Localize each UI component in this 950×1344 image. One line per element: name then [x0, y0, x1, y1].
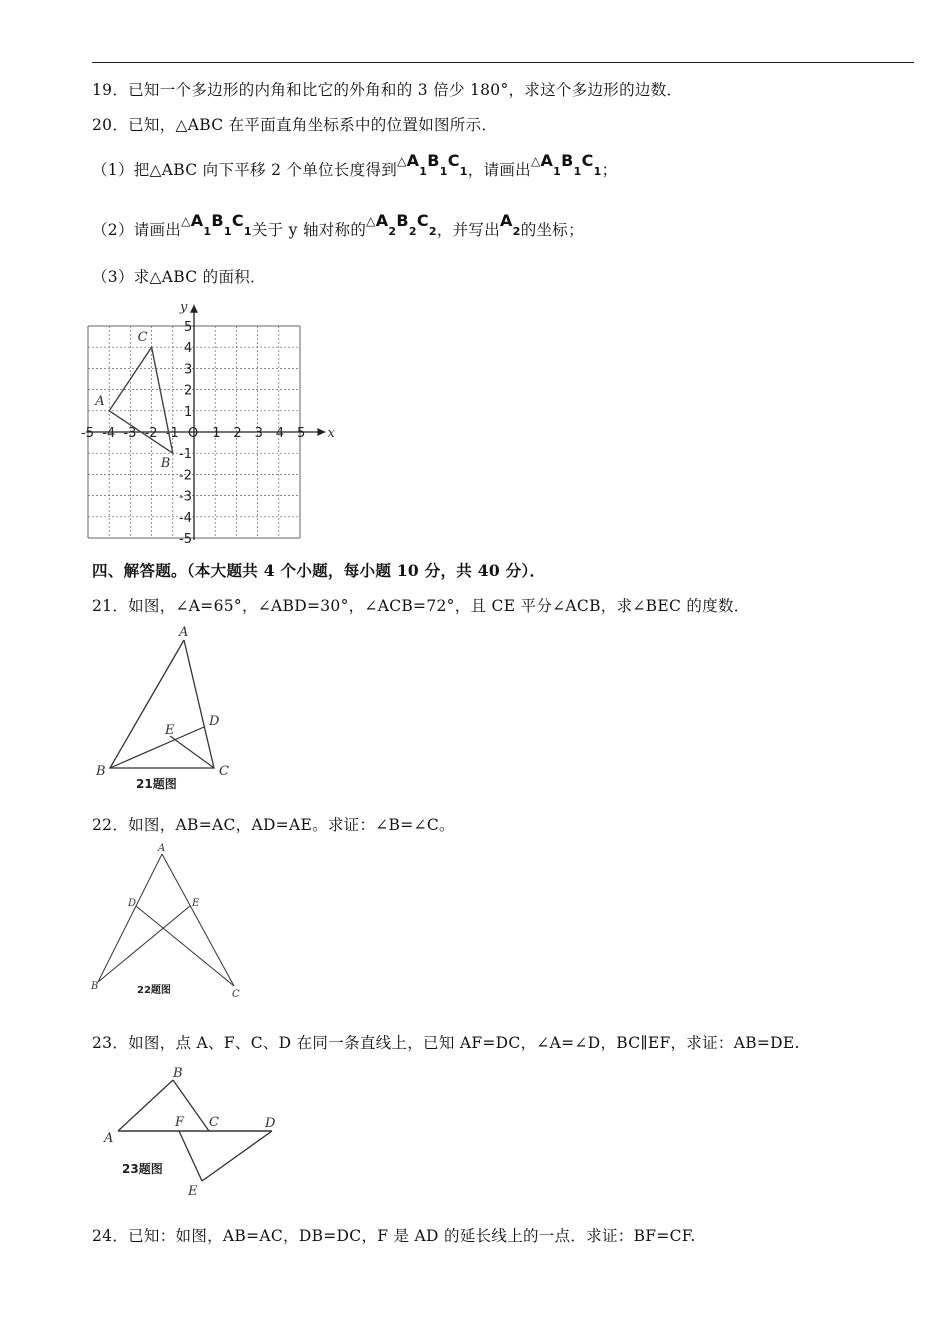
q20-1-text-b: ，请画出: [467, 161, 531, 179]
x-tick-label: -5: [81, 426, 94, 441]
point-d-label: D: [209, 714, 220, 729]
symbol-a1b1c1: $A_1B_1C_1$: [406, 151, 468, 178]
q20-2-text-c: ，并写出: [436, 221, 501, 239]
segment-bd: [110, 727, 204, 768]
point-c-label: C: [209, 1115, 219, 1130]
question-20-part-1: [92, 151, 618, 180]
x-axis-arrow: [317, 428, 325, 436]
question-22: 22．如图，AB=AC，AD=AE。求证：∠B=∠C。: [92, 816, 455, 834]
segment-eb: [98, 906, 190, 982]
section-4-heading: 四、解答题。（本大题共 4 个小题，每小题 10 分，共 40 分）．: [92, 561, 546, 580]
y-tick-label: -4: [179, 510, 192, 526]
figure-23: [100, 1060, 290, 1205]
segment-dc: [136, 906, 234, 986]
x-tick-label: 1: [212, 426, 221, 441]
y-tick-label: -2: [179, 468, 192, 484]
x-axis-label: x: [327, 426, 335, 441]
y-tick-label: 5: [184, 320, 193, 335]
point-b-label: B: [96, 764, 106, 779]
triangle-symbol: △: [530, 154, 541, 168]
figure-23-caption: 23题图: [122, 1162, 163, 1176]
figure-22: [88, 840, 258, 1000]
y-axis-arrow: [190, 305, 198, 313]
figure-22-caption: 22题图: [137, 985, 171, 996]
q20-1-text-c: ；: [601, 161, 618, 179]
x-tick-label: -4: [102, 426, 116, 441]
point-b-label: B: [160, 456, 171, 472]
segment-ef: [179, 1131, 202, 1181]
x-tick-label: 5: [297, 426, 306, 441]
q20-2-text-a: （2）请画出: [92, 221, 182, 239]
segment-ab: [98, 854, 162, 982]
q20-2-text-b: 关于 y 轴对称的: [251, 221, 367, 239]
figure-21-caption: 21题图: [136, 777, 177, 791]
symbol-a2b2c2: $A_2B_2C_2$: [375, 211, 437, 238]
y-tick-label: 2: [184, 383, 193, 399]
question-20-part-3: （3）求△ABC 的面积．: [92, 268, 266, 286]
point-a-label: A: [104, 1131, 114, 1146]
coordinate-grid-figure: [81, 296, 336, 547]
symbol-a2: $A_2$: [500, 211, 521, 238]
origin-label: O: [188, 426, 199, 441]
y-tick-label: -1: [179, 447, 192, 463]
question-24: 24．已知：如图，AB=AC，DB=DC，F 是 AD 的延长线上的一点．求证：BF=CF.: [92, 1227, 696, 1245]
symbol-a1b1c1: $A_1B_1C_1$: [190, 211, 252, 238]
triangle-symbol: △: [181, 214, 191, 228]
y-axis-label: y: [180, 299, 188, 315]
q20-1-text-a: （1）把△ABC 向下平移 2 个单位长度得到: [92, 161, 398, 179]
question-23: 23．如图，点 A、F、C、D 在同一条直线上，已知 AF=DC，∠A=∠D，BC∥EF，求证：AB=DE.: [92, 1034, 800, 1052]
point-c-label: C: [232, 989, 240, 1000]
triangle-abc: [110, 640, 214, 768]
coordinate-grid: [81, 296, 336, 547]
question-21: 21．如图，∠A=65°，∠ABD=30°，∠ACB=72°，且 CE 平分∠ACB，求∠BEC 的度数．: [92, 597, 750, 615]
triangle-symbol: △: [366, 214, 376, 228]
point-f-label: F: [175, 1115, 185, 1130]
x-tick-label: 2: [233, 426, 242, 441]
point-b-label: B: [173, 1066, 183, 1081]
triangle-symbol: △: [397, 154, 407, 168]
x-tick-label: -3: [123, 426, 137, 441]
point-d-label: D: [128, 898, 137, 909]
question-20-part-2: [92, 211, 584, 240]
x-tick-label: -2: [144, 426, 158, 441]
point-c-label: C: [137, 330, 148, 346]
header-rule: [92, 62, 914, 63]
point-a-label: A: [95, 393, 105, 409]
y-tick-label: -3: [179, 489, 192, 505]
x-tick-label: 3: [254, 426, 263, 441]
x-tick-label: -1: [165, 426, 179, 441]
point-e-label: E: [192, 898, 200, 909]
y-tick-label: 1: [184, 404, 193, 420]
point-d-label: D: [265, 1116, 276, 1131]
point-a-label: A: [179, 625, 189, 640]
point-a-label: A: [158, 843, 166, 854]
y-tick-label: 3: [184, 362, 193, 378]
segment-de: [202, 1131, 272, 1181]
point-b-label: B: [91, 981, 99, 992]
symbol-a1b1c1: $A_1B_1C_1$: [540, 151, 602, 178]
q20-2-text-d: 的坐标；: [520, 221, 584, 239]
segment-ab: [118, 1080, 173, 1131]
figure-21: [92, 620, 252, 795]
point-c-label: C: [219, 764, 229, 779]
y-tick-label: 4: [184, 341, 193, 357]
y-tick-label: -5: [179, 532, 192, 547]
triangle-abc: [109, 347, 173, 453]
question-19: 19．已知一个多边形的内角和比它的外角和的 3 倍少 180°，求这个多边形的边数．: [92, 81, 683, 99]
point-e-label: E: [188, 1184, 198, 1199]
x-tick-label: 4: [275, 426, 285, 441]
question-20: 20．已知，△ABC 在平面直角坐标系中的位置如图所示．: [92, 116, 498, 134]
point-e-label: E: [165, 723, 175, 738]
